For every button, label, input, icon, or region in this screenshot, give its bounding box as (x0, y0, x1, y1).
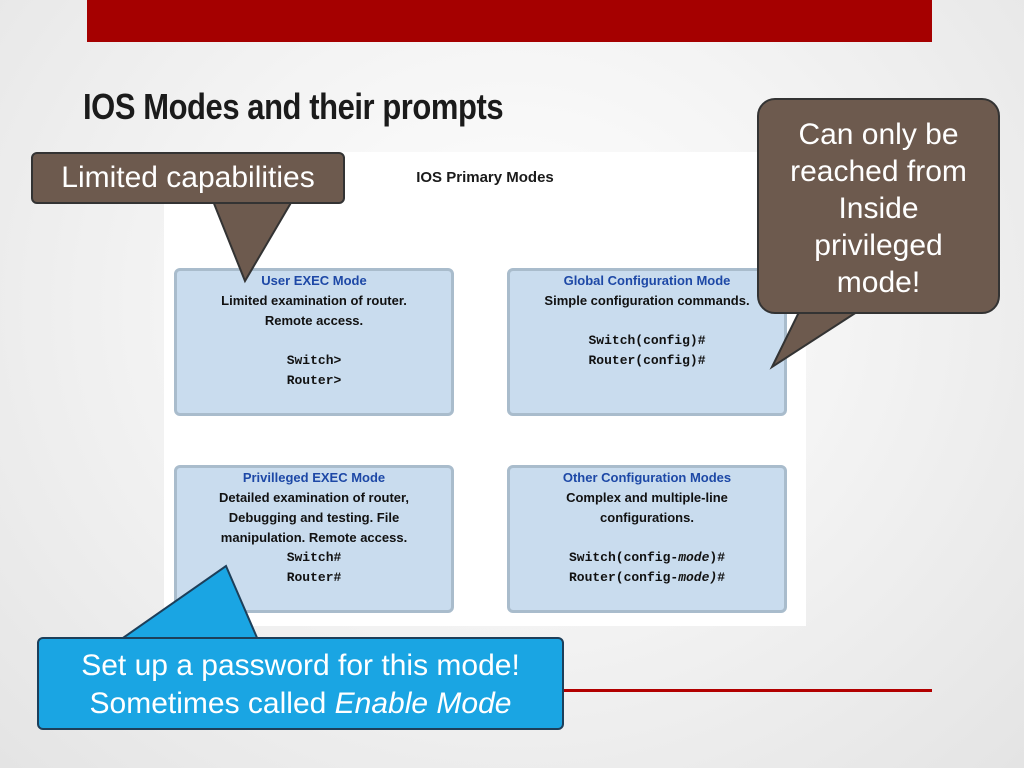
privileged-reach-callout: Can only be reached from Inside privileged mode! (757, 98, 1000, 314)
mode-header: Global Configuration Mode (563, 273, 731, 288)
mode-description: Debugging and testing. File (228, 510, 400, 525)
mode-description: manipulation. Remote access. (220, 530, 408, 545)
mode-description: Complex and multiple-line (566, 490, 728, 505)
mode-prompt: Router> (286, 373, 342, 388)
mode-prompt: Router(config)# (588, 353, 706, 368)
diagram-title: IOS Primary Modes (416, 169, 554, 186)
mode-header: User EXEC Mode (261, 273, 367, 288)
mode-prompt: Switch(config-mode)# (568, 550, 726, 565)
mode-description: Remote access. (264, 313, 364, 328)
mode-description: Limited examination of router. (221, 293, 407, 308)
mode-prompt: Switch# (286, 550, 342, 565)
mode-header: Privilleged EXEC Mode (242, 470, 386, 485)
mode-prompt: Router# (286, 570, 342, 585)
limited-callout-pointer (213, 201, 292, 281)
mode-description: Detailed examination of router, (219, 490, 409, 505)
inside-callout-pointer (772, 310, 860, 367)
password-callout: Set up a password for this mode! Sometimes called Enable Mode (37, 637, 564, 730)
mode-prompt: Switch> (286, 353, 342, 368)
mode-prompt: Switch(config)# (588, 333, 706, 348)
mode-description: configurations. (600, 510, 694, 525)
slide-title: IOS Modes and their prompts (83, 86, 504, 127)
mode-prompt: Router(config-mode)# (568, 570, 726, 585)
mode-header: Other Configuration Modes (562, 470, 732, 485)
limited-capabilities-callout: Limited capabilities (31, 152, 345, 204)
mode-description: Simple configuration commands. (544, 293, 750, 308)
password-callout-pointer (120, 566, 258, 640)
